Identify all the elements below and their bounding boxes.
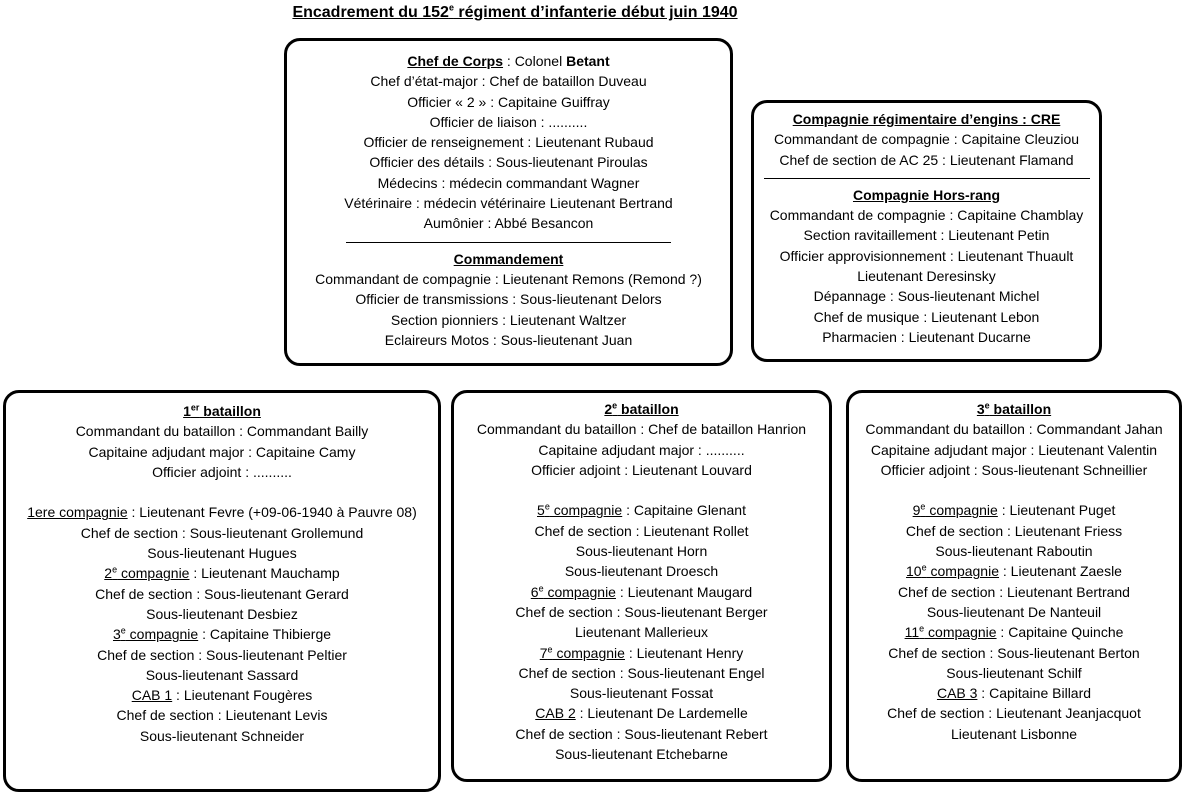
company-word: compagnie	[117, 565, 190, 582]
cre-heading: Compagnie régimentaire d’engins : CRE	[792, 111, 1061, 127]
company-sup: e	[544, 501, 550, 512]
section-line: Sous-lieutenant Schilf	[946, 664, 1082, 681]
company-sup: e	[919, 623, 925, 634]
cab-line	[454, 703, 829, 723]
cab-commander: : Lieutenant Fougères	[172, 687, 313, 704]
hors-rang-line: Commandant de compagnie : Capitaine Chamblay	[769, 207, 1084, 224]
company-label	[104, 565, 189, 581]
company-num: 10	[906, 563, 922, 580]
company-line	[849, 561, 1179, 581]
bataillon-heading-text: bataillon	[617, 401, 679, 417]
company-commander: : Lieutenant Henry	[624, 644, 744, 661]
company-word: compagnie	[543, 583, 616, 600]
bataillon-heading	[6, 401, 438, 421]
company-num: 6	[530, 583, 539, 600]
chef-de-corps-line	[287, 51, 730, 71]
bataillon-heading	[849, 399, 1179, 419]
hors-rang-line: Lieutenant Deresinsky	[857, 268, 996, 285]
section-line: Chef de section : Lieutenant Bertrand	[898, 583, 1130, 600]
bataillon-heading-num: 2	[604, 401, 613, 417]
bataillon-heading-text: bataillon	[989, 401, 1052, 417]
commandement-line: Section pionniers : Lieutenant Waltzer	[390, 311, 627, 328]
company-line	[6, 502, 438, 522]
hors-rang-line: Pharmacien : Lieutenant Ducarne	[822, 328, 1031, 345]
section-line: Sous-lieutenant De Nanteuil	[926, 603, 1102, 620]
hors-rang-line: Chef de musique : Lieutenant Lebon	[813, 308, 1040, 325]
section-line: Chef de section : Lieutenant Levis	[116, 707, 328, 724]
company-num: 3	[112, 626, 121, 643]
company-sup: e	[547, 643, 553, 654]
section-line: Sous-lieutenant Fossat	[569, 685, 714, 702]
staff-line: Capitaine adjudant major : ..........	[538, 441, 745, 458]
section-line: Chef de section : Lieutenant Rollet	[534, 522, 749, 539]
section-line: Chef de section : Lieutenant Friess	[905, 522, 1123, 539]
commandement-line: Commandant de compagnie : Lieutenant Remons (Remond ?)	[315, 270, 702, 287]
cre-line: Commandant de compagnie : Capitaine Cleuziou	[773, 131, 1080, 148]
cab-line	[6, 685, 438, 705]
company-sup: e	[112, 564, 118, 575]
section-line: Chef de section : Sous-lieutenant Gerard	[95, 585, 349, 602]
company-sup: e	[920, 501, 926, 512]
cab-commander: : Lieutenant De Lardemelle	[575, 705, 748, 722]
bataillon-heading-text: bataillon	[199, 403, 261, 419]
section-line: Chef de section : Lieutenant Jeanjacquot	[887, 705, 1141, 722]
company-sup: e	[538, 583, 544, 594]
company-sup: e	[120, 625, 126, 636]
company-commander: : Capitaine Thibierge	[198, 626, 332, 643]
cab-commander: : Capitaine Billard	[977, 685, 1092, 702]
company-commander: : Capitaine Quinche	[996, 624, 1124, 641]
staff-line: Médecins : médecin commandant Wagner	[377, 174, 640, 191]
staff-line: Capitaine adjudant major : Capitaine Camy	[88, 443, 356, 460]
company-label	[913, 502, 998, 518]
section-line: Chef de section : Sous-lieutenant Grollemund	[80, 524, 364, 541]
bataillon-heading-sup: e	[984, 400, 990, 411]
company-line	[454, 500, 829, 520]
chef-de-corps-sep: : Colonel	[503, 53, 567, 69]
staff-line: Chef d’état-major : Chef de bataillon Duveau	[370, 73, 647, 90]
cab-label: CAB 2	[535, 705, 576, 722]
section-line: Sous-lieutenant Droesch	[564, 563, 719, 580]
company-commander: : Lieutenant Puget	[997, 502, 1116, 519]
section-line: Lieutenant Lisbonne	[950, 725, 1078, 742]
company-line	[849, 500, 1179, 520]
commandement-heading: Commandement	[453, 250, 564, 267]
commandement-line: Officier de transmissions : Sous-lieutenant Delors	[355, 291, 662, 308]
bataillon-heading-num: 3	[976, 401, 985, 417]
staff-line: Aumônier : Abbé Besancon	[423, 215, 594, 232]
bataillon-heading-sup: er	[190, 402, 200, 413]
etat-major-box	[284, 38, 733, 366]
company-line	[6, 563, 438, 583]
section-divider	[346, 242, 671, 243]
chef-de-corps-name: Betant	[566, 53, 610, 69]
page-title-text: Encadrement du 152	[292, 4, 449, 21]
hors-rang-line: Dépannage : Sous-lieutenant Michel	[813, 288, 1040, 305]
company-word: compagnie	[926, 563, 999, 580]
page-title-superscript: e	[448, 2, 454, 13]
company-num: 2	[104, 565, 113, 582]
company-line	[454, 643, 829, 663]
staff-line: Officier de renseignement : Lieutenant Rubaud	[363, 134, 654, 151]
bataillon-heading-sup: e	[612, 400, 618, 411]
section-line: Sous-lieutenant Etchebarne	[555, 746, 728, 763]
company-num: 5	[537, 502, 545, 519]
cab-line	[849, 683, 1179, 703]
company-word: compagnie	[925, 502, 998, 519]
section-line: Sous-lieutenant Schneider	[139, 727, 305, 744]
company-label: 1ere compagnie	[27, 504, 128, 521]
hors-rang-line: Section ravitaillement : Lieutenant Petin	[803, 227, 1050, 244]
company-label	[540, 645, 625, 661]
section-line: Lieutenant Mallerieux	[574, 624, 709, 641]
company-commander: : Lieutenant Zaesle	[999, 563, 1122, 580]
bataillon-heading	[454, 399, 829, 419]
company-label	[906, 563, 999, 579]
company-label	[113, 626, 198, 642]
staff-line: Officier des détails : Sous-lieutenant Piroulas	[369, 154, 648, 171]
staff-line: Officier adjoint : Sous-lieutenant Schneillier	[880, 461, 1148, 478]
company-label	[531, 584, 616, 600]
company-label	[905, 624, 997, 640]
staff-line: Officier adjoint : Lieutenant Louvard	[531, 461, 752, 478]
staff-line: Officier adjoint : ..........	[152, 463, 292, 480]
company-commander: : Lieutenant Fevre (+09-06-1940 à Pauvre 08)	[127, 504, 417, 521]
section-line: Sous-lieutenant Hugues	[147, 545, 297, 562]
bataillon-1-box	[3, 390, 441, 792]
page-title	[0, 4, 1030, 22]
page-title-text-end: régiment d’infanterie début juin 1940	[453, 4, 738, 21]
company-line	[454, 582, 829, 602]
staff-line: Officier « 2 » : Capitaine Guiffray	[407, 93, 610, 110]
chef-de-corps-label: Chef de Corps	[407, 53, 504, 69]
hors-rang-line: Officier approvisionnement : Lieutenant Thuault	[779, 247, 1074, 264]
spacer	[6, 482, 438, 502]
section-divider	[764, 178, 1090, 179]
hors-rang-heading: Compagnie Hors-rang	[852, 186, 1000, 203]
section-line: Chef de section : Sous-lieutenant Engel	[518, 664, 765, 681]
company-word: compagnie	[125, 626, 199, 643]
company-word: compagnie	[924, 624, 997, 641]
section-line: Chef de section : Sous-lieutenant Berton	[888, 644, 1140, 661]
cab-label: CAB 3	[936, 685, 978, 702]
spacer	[849, 480, 1179, 500]
section-line: Sous-lieutenant Raboutin	[935, 543, 1093, 560]
company-commander: : Lieutenant Mauchamp	[189, 565, 340, 582]
company-sup: e	[921, 562, 927, 573]
cre-box	[751, 100, 1102, 362]
section-line: Sous-lieutenant Sassard	[145, 666, 299, 683]
company-num: 11	[904, 624, 920, 641]
spacer	[454, 480, 829, 500]
section-line: Sous-lieutenant Desbiez	[146, 605, 298, 622]
company-line	[849, 622, 1179, 642]
bataillon-heading-num: 1	[183, 403, 191, 419]
cab-label: CAB 1	[131, 687, 173, 704]
staff-line: Commandant du bataillon : Commandant Bailly	[75, 423, 369, 440]
company-commander: : Capitaine Glenant	[622, 502, 746, 519]
staff-line: Vétérinaire : médecin vétérinaire Lieutenant Bertrand	[344, 195, 673, 212]
section-line: Chef de section : Sous-lieutenant Berger	[515, 603, 768, 620]
staff-line: Commandant du bataillon : Commandant Jahan	[865, 421, 1163, 438]
company-num: 7	[539, 644, 548, 661]
section-line: Chef de section : Sous-lieutenant Rebert	[515, 725, 768, 742]
staff-line: Officier de liaison : ..........	[429, 113, 588, 130]
company-commander: : Lieutenant Maugard	[615, 583, 753, 600]
company-word: compagnie	[549, 502, 623, 519]
bataillon-3-box	[846, 390, 1182, 782]
section-line: Chef de section : Sous-lieutenant Peltier	[97, 646, 347, 663]
company-num: 9	[912, 502, 921, 519]
cre-line: Chef de section de AC 25 : Lieutenant Flamand	[779, 151, 1074, 168]
staff-line: Capitaine adjudant major : Lieutenant Valentin	[870, 441, 1158, 458]
bataillon-2-box	[451, 390, 832, 782]
company-label	[537, 502, 622, 518]
section-line: Sous-lieutenant Horn	[575, 543, 708, 560]
company-line	[6, 624, 438, 644]
commandement-line: Eclaireurs Motos : Sous-lieutenant Juan	[384, 331, 633, 348]
staff-line: Commandant du bataillon : Chef de bataillon Hanrion	[476, 421, 807, 438]
company-word: compagnie	[552, 644, 625, 661]
